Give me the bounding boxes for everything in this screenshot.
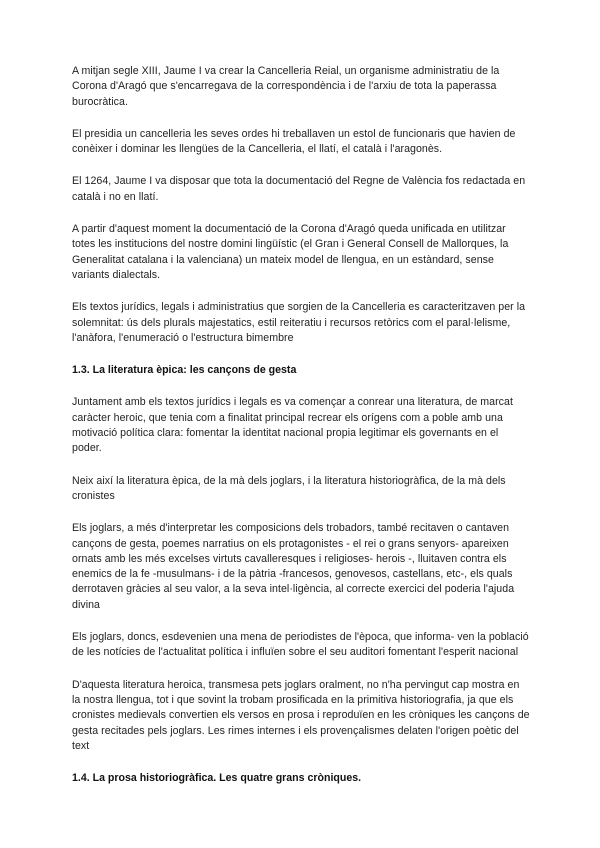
paragraph-textos-juridics: Els textos jurídics, legals i administratius que sorgien de la Cancelleria es caracteritzaven per la solemnitat: ús dels plurals majestatics, estil reiteratiu i recursos retòrics com el paral·lelisme, l'anàfora, l'enumeració o l'estructura bimembre	[72, 301, 526, 344]
paragraph-cancons-de-gesta: Els joglars, a més d'interpretar les composicions dels trobadors, també recitaven o cantaven cançons de gesta, poemes narratius on els protagonistes - el rei o grans senyors- apareixen ornats amb les més excelses virtuts cavalleresques i religioses- herois -, lluitaven contra els enemics de la fe -musulmans- i de la pàtria -francesos, genovesos, castellans, etc-, els quals derrotaven gràcies al seu valor, a la seva intel·ligència, al correcte exercici del poderia l'ajuda divina	[72, 522, 515, 611]
paragraph-funcionaris: El presidia un cancelleria les seves ordes hi treballaven un estol de funcionaris que havien de conèixer i dominar les llengües de la Cancelleria, el llatí, el català i l'aragonès.	[72, 127, 516, 156]
paragraph-joglars-cronistes: Neix així la literatura èpica, de la mà dels joglars, i la literatura historiogràfica, de la mà dels cronistes	[72, 474, 506, 502]
paragraph-cancelleria-reial: A mitjan segle XIII, Jaume I va crear la Cancelleria Reial, un organisme administratiu de la Corona d'Aragó que s'encarregava de la correspondència i de l'arxiu de tota la paperassa burocràtica.	[72, 65, 500, 108]
paragraph-documentacio-unificada: A partir d'aquest moment la documentació de la Corona d'Aragó queda unificada en utilitzar totes les institucions del nostre domini lingüístic (el Gran i General Consell de Mallorques, la Generalitat catalana i la valenciana) un mateix model de llengua, en un estàndard, sense variants dialectals.	[72, 223, 509, 281]
section-heading-literatura-epica: 1.3. La literatura èpica: les cançons de gesta	[72, 364, 297, 377]
paragraph-1264: El 1264, Jaume I va disposar que tota la documentació del Regne de València fos redactada en català i no en llatí.	[72, 175, 526, 203]
section-heading-prosa-historiografica: 1.4. La prosa historiogràfica. Les quatre grans cròniques.	[72, 772, 362, 785]
paragraph-literatura-heroica: Juntament amb els textos jurídics i legals es va començar a conrear una literatura, de marcat caràcter heroic, que tenia com a finalitat principal recrear els orígens com a poble amb una motivació política clara: fomentar la identitat nacional propia legitimar els governants en el poder.	[72, 396, 513, 455]
paragraph-prosificacio: D'aquesta literatura heroica, transmesa pets joglars oralment, no n'ha pervingut cap mostra en la nostra llengua, tot i que sovint la trobam prosificada en la primitiva historiografia, ja que els cronistes medievals convertien els versos en prosa i reproduïen en les cròniques les cançons de gesta recitades pels joglars. Les rimes internes i els provençalismes delaten l'origen poètic del text	[72, 678, 530, 752]
paragraph-periodistes: Els joglars, doncs, esdevenien una mena de periodistes de l'època, que informa- ven la població de les notícies de l'actualitat política i influïen sobre el seu auditori fomentant l'esperit nacional	[72, 631, 529, 659]
